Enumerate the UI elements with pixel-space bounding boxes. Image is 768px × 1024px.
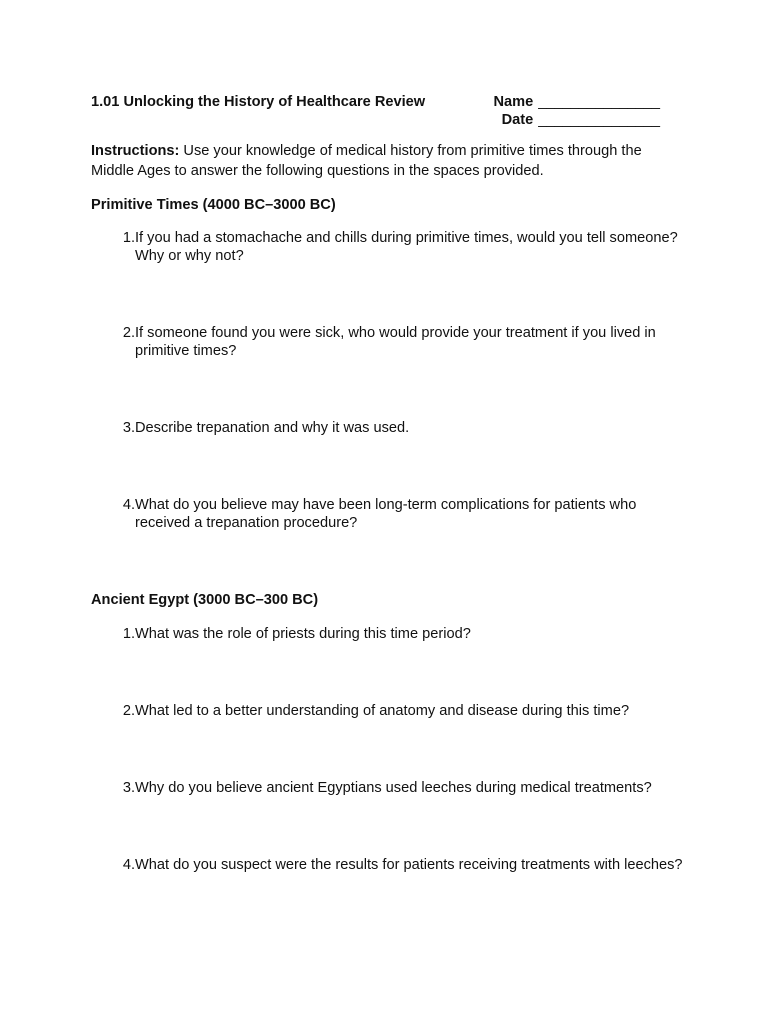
question-item xyxy=(91,779,691,797)
question-text: What do you suspect were the results for patients receiving treatments with leeches? xyxy=(135,857,683,873)
question-text: If someone found you were sick, who would provide your treatment if you lived in primitive times? xyxy=(135,325,656,359)
date-blank: _______________ xyxy=(538,112,660,128)
question-number: 1. xyxy=(122,626,135,642)
section-heading-primitive-times: Primitive Times (4000 BC–3000 BC) xyxy=(91,197,336,213)
question-number: 3. xyxy=(122,780,135,796)
question-item xyxy=(91,324,691,360)
question-text: Why do you believe ancient Egyptians used leeches during medical treatments? xyxy=(135,780,652,796)
question-number: 3. xyxy=(122,420,135,436)
question-item xyxy=(91,419,691,437)
instructions-paragraph xyxy=(91,142,681,181)
question-number: 1. xyxy=(122,230,135,246)
document-title: 1.01 Unlocking the History of Healthcare Review xyxy=(91,94,426,110)
question-text: If you had a stomachache and chills during primitive times, would you tell someone? Why or why not? xyxy=(135,230,678,264)
question-number: 2. xyxy=(122,703,135,719)
question-text: What was the role of priests during this time period? xyxy=(135,626,471,642)
question-number: 4. xyxy=(122,497,135,513)
instructions-text: Use your knowledge of medical history from primitive times through the Middle Ages to answer the following questions in the spaces provided. xyxy=(91,143,642,179)
question-item xyxy=(91,229,691,265)
name-date-block xyxy=(480,93,680,129)
question-text: What led to a better understanding of anatomy and disease during this time? xyxy=(135,703,630,719)
date-label: Date xyxy=(501,112,534,128)
question-item xyxy=(91,702,691,720)
question-text: Describe trepanation and why it was used. xyxy=(135,420,410,436)
question-item xyxy=(91,625,691,643)
instructions-lead: Instructions: xyxy=(91,143,180,159)
question-text: What do you believe may have been long-term complications for patients who received a trepanation procedure? xyxy=(135,497,637,531)
name-label: Name xyxy=(493,94,534,110)
name-row xyxy=(480,93,660,111)
name-blank: _______________ xyxy=(538,94,660,110)
question-number: 2. xyxy=(122,325,135,341)
question-item xyxy=(91,496,691,532)
date-row xyxy=(480,111,660,129)
question-number: 4. xyxy=(122,857,135,873)
question-item xyxy=(91,856,691,874)
section-heading-ancient-egypt: Ancient Egypt (3000 BC–300 BC) xyxy=(91,592,319,608)
